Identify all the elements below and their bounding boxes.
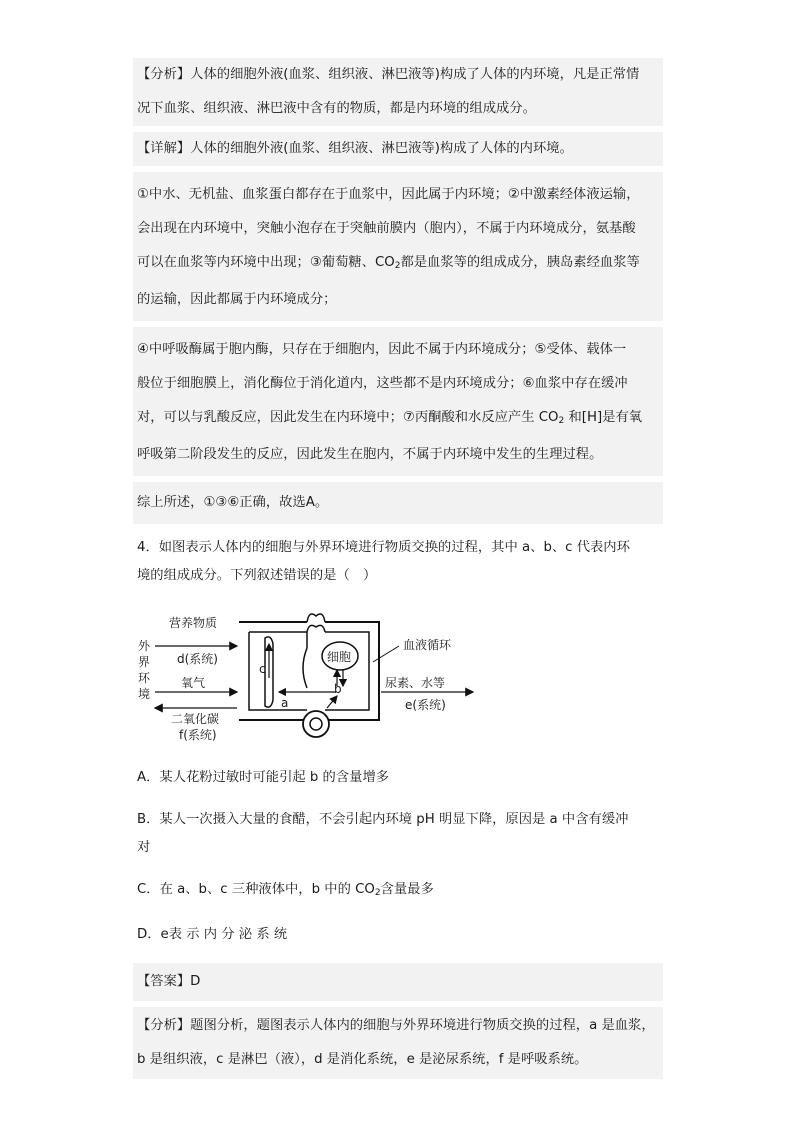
analysis-block xyxy=(133,58,663,126)
summary-block xyxy=(133,482,663,524)
detail-intro: 【详解】人体的细胞外液(血浆、组织液、淋巴液等)构成了人体的内环境。 xyxy=(137,141,573,156)
analysis-line: 况下血浆、组织液、淋巴液中含有的物质，都是内环境的组成成分。 xyxy=(137,101,536,116)
outside-env-label: 外界环境 xyxy=(137,639,150,701)
document-page xyxy=(133,58,663,1079)
exchange-diagram xyxy=(137,608,477,748)
analysis2-block: 【分析】题图分析，题图表示人体内的细胞与外界环境进行物质交换的过程，a 是血浆， b 是组织液，c 是淋巴（液），d 是消化系统，e 是泌尿系统，f 是呼吸系统。 xyxy=(133,1007,663,1079)
heart-inner xyxy=(310,718,322,730)
co2-label: 二氧化碳 xyxy=(171,712,220,726)
pointer-blood xyxy=(373,646,399,662)
f-system-label: f(系统) xyxy=(179,728,217,742)
oxygen-label: 氧气 xyxy=(181,676,206,690)
summary-text: 综上所述，①③⑥正确，故选A。 xyxy=(137,495,329,510)
label-a: a xyxy=(281,696,289,710)
arrow-a-to-b xyxy=(327,696,337,708)
blood-circulation-label: 血液循环 xyxy=(403,638,452,652)
detail-paragraph-2: ④中呼吸酶属于胞内酶，只存在于细胞内，因此不属于内环境成分；⑤受体、载体一 般位于细胞膜上，消化酶位于消化道内，这些都不是内环境成分；⑥血浆中存在缓冲 对，可以与乳酸反应，因此发生在内环境中；⑦丙酮酸和水反应产生 $CO_2$ 和[H]是有氧 呼吸第二阶段发生的反应，因此发生在胞内，不属于内环境中发生的生理过程。 xyxy=(133,327,663,476)
body-inner-wall xyxy=(249,632,369,710)
d-system-label: d(系统) xyxy=(177,652,218,666)
option-a: A．某人花粉过敏时可能引起 b 的含量增多 xyxy=(137,770,390,785)
label-b: b xyxy=(334,682,342,696)
detail-intro-block xyxy=(133,132,663,166)
top-bump xyxy=(307,614,325,632)
urea-water-label: 尿素、水等 xyxy=(385,676,446,690)
e-system-label: e(系统) xyxy=(405,698,446,712)
analysis-line: 【分析】人体的细胞外液(血浆、组织液、淋巴液等)构成了人体的内环境，凡是正常情 xyxy=(137,67,640,82)
option-d: D．e表 示 内 分 泌 系 统 xyxy=(137,927,288,942)
nutrients-label: 营养物质 xyxy=(169,616,218,630)
answer-text: 【答案】D xyxy=(137,974,201,989)
detail-paragraph-1: ①中水、无机盐、血浆蛋白都存在于血浆中，因此属于内环境；②中激素经体液运输， 会出现在内环境中，突触小泡存在于突触前膜内（胞内），不属于内环境成分，氨基酸 可以在血浆等内环境中出现；③葡萄糖、$CO_2$都是血浆等的组成成分，胰岛素经血浆等 的运输，因此都属于内环境成分； xyxy=(133,172,663,321)
option-b: B．某人一次摄入大量的食醋，不会引起内环境 pH 明显下降，原因是 a 中含有缓冲 对 xyxy=(137,812,629,855)
capillary-line xyxy=(303,632,307,688)
option-c: C．在 a、b、c 三种液体中，b 中的 $CO_2$含量最多 xyxy=(137,882,434,898)
label-c: c xyxy=(259,662,266,676)
question-stem: 4．如图表示人体内的细胞与外界环境进行物质交换的过程，其中 a、b、c 代表内环 境的组成成分。下列叙述错误的是（ ） xyxy=(137,540,630,583)
answer-block xyxy=(133,963,663,1001)
cell-label: 细胞 xyxy=(327,650,352,664)
